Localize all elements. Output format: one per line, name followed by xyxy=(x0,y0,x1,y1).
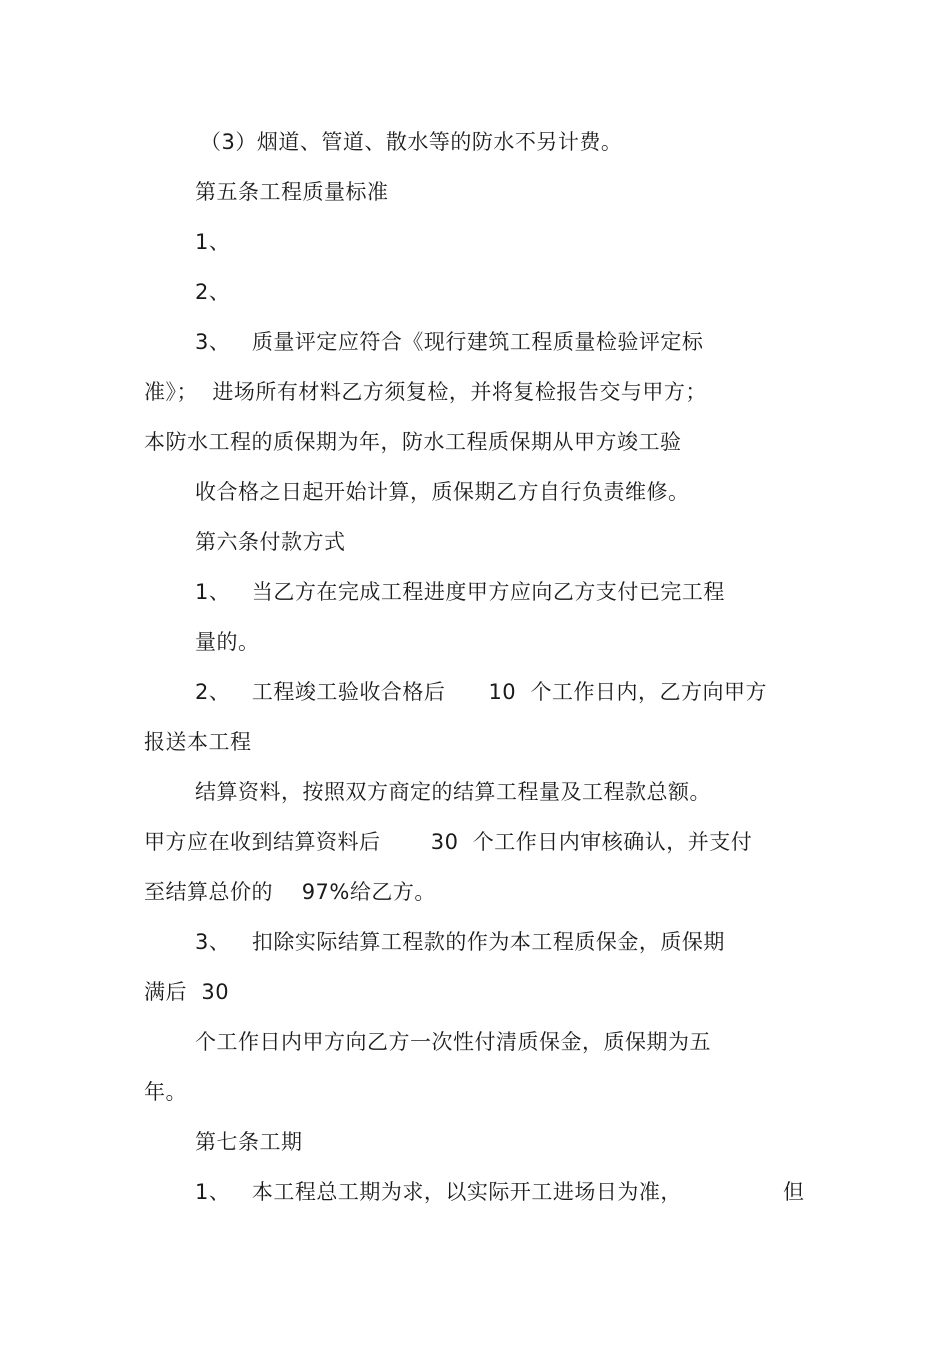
text-line-6: 准》； 进场所有材料乙方须复检，并将复检报告交与甲方； xyxy=(144,380,707,404)
text-line-13: 报送本工程 xyxy=(144,730,252,754)
text-line-7: 本防水工程的质保期为年，防水工程质保期从甲方竣工验 xyxy=(144,430,682,454)
text-line-19: 个工作日内甲方向乙方一次性付清质保金，质保期为五 xyxy=(195,1030,711,1054)
text-line-17: 3、 扣除实际结算工程款的作为本工程质保金，质保期 xyxy=(195,930,725,954)
text-line-8: 收合格之日起开始计算，质保期乙方自行负责维修。 xyxy=(195,480,690,504)
text-line-12: 2、 工程竣工验收合格后 10 个工作日内，乙方向甲方 xyxy=(195,680,768,704)
section-heading-6: 第六条付款方式 xyxy=(195,530,346,554)
text-line-14: 结算资料，按照双方商定的结算工程量及工程款总额。 xyxy=(195,780,711,804)
text-line-1: （3）烟道、管道、散水等的防水不另计费。 xyxy=(200,130,623,154)
text-line-10: 1、 当乙方在完成工程进度甲方应向乙方支付已完工程 xyxy=(195,580,725,604)
text-line-20: 年。 xyxy=(144,1080,187,1104)
text-line-11: 量的。 xyxy=(195,630,260,654)
text-line-3: 1、 xyxy=(195,230,231,254)
section-heading-5: 第五条工程质量标准 xyxy=(195,180,389,204)
text-line-23: 但 xyxy=(783,1180,805,1204)
text-line-18: 满后 30 xyxy=(144,980,230,1004)
text-line-4: 2、 xyxy=(195,280,231,304)
text-line-5: 3、 质量评定应符合《现行建筑工程质量检验评定标 xyxy=(195,330,704,354)
text-line-22: 1、 本工程总工期为求，以实际开工进场日为准， xyxy=(195,1180,682,1204)
section-heading-7: 第七条工期 xyxy=(195,1130,303,1154)
text-line-16: 至结算总价的 97%给乙方。 xyxy=(144,880,436,904)
text-line-15: 甲方应在收到结算资料后 30 个工作日内审核确认，并支付 xyxy=(144,830,753,854)
